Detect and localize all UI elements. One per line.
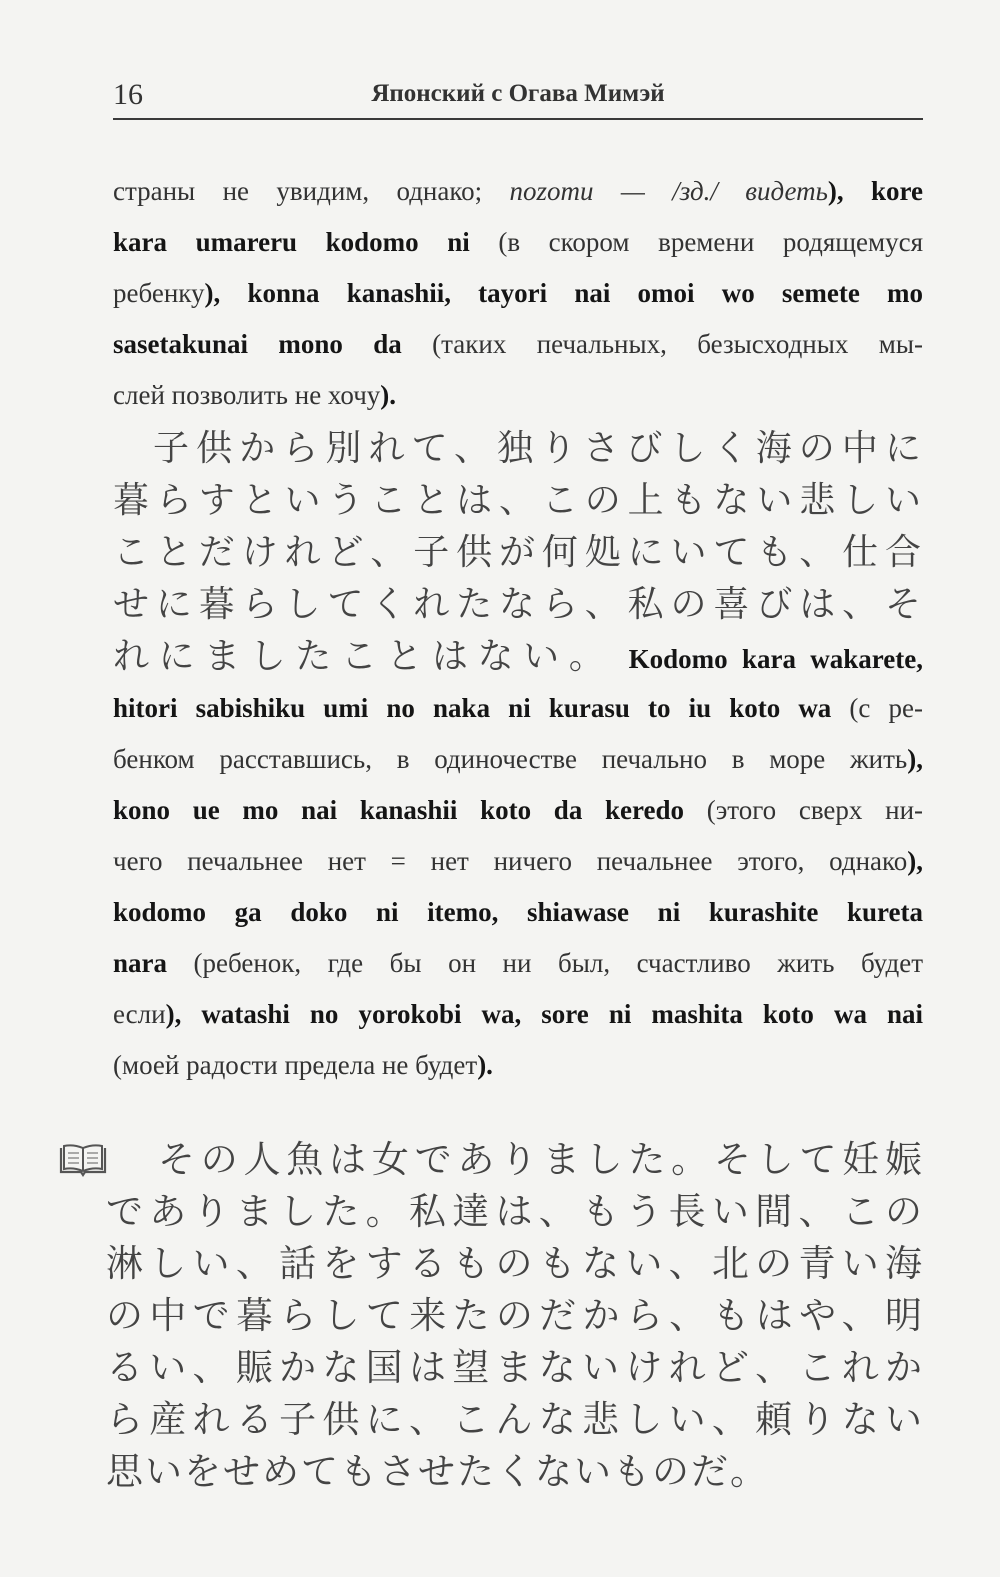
japanese-span: れにましたことはない。 xyxy=(113,636,615,677)
japanese-paragraph xyxy=(113,423,923,683)
japanese-excerpt xyxy=(58,1134,924,1498)
japanese-line: ことだけれど、子供が何処にいても、仕合 xyxy=(113,532,923,573)
bold-span: ), konna kanashii, tayori nai omoi wo semete mo xyxy=(204,278,923,308)
text-span: ребенку xyxy=(113,278,205,308)
excerpt-line: の中で暮らして来たのだから、もはや、明 xyxy=(106,1294,924,1337)
bold-span: kono ue mo nai kanashii koto da keredo xyxy=(113,795,685,825)
text-span: (ребенок, где бы он ни был, счастливо жить будет xyxy=(167,948,923,978)
japanese-line: 暮らすということは、この上もない悲しい xyxy=(113,480,923,521)
page-number: 16 xyxy=(113,78,143,111)
text-line xyxy=(113,734,923,785)
text-span: бенком расставшись, в одиночестве печально в море жить xyxy=(113,744,908,774)
bold-span: hitori sabishiku umi no naka ni kurasu to iu koto wa xyxy=(113,693,832,723)
text-line xyxy=(113,1040,923,1091)
japanese-line: せに暮らしてくれたなら、私の喜びは、そ xyxy=(113,584,923,625)
bold-span: ), watashi no yorokobi wa, sore ni mashita koto wa nai xyxy=(165,999,923,1029)
text-span: (этого сверх ни- xyxy=(684,795,924,825)
excerpt-line: 思いをせめてもさせたくないものだ。 xyxy=(106,1450,769,1493)
text-line xyxy=(113,370,923,421)
italic-word: nozomu xyxy=(509,176,594,206)
bold-span: kodomo ga doko ni itemo, shiawase ni kurashite kureta xyxy=(113,897,923,927)
text-span: (в скором времени родящемуся xyxy=(469,227,923,257)
text-line xyxy=(113,217,923,268)
bold-span: Kodomo kara wakarete, xyxy=(614,644,923,674)
bold-span: ). xyxy=(477,1050,493,1080)
text-span: чего печальнее нет = нет ничего печальнее этого, однако xyxy=(113,846,908,876)
text-line xyxy=(113,166,923,217)
bold-span: sasetakunai mono da xyxy=(113,329,402,359)
bold-span: ). xyxy=(380,380,397,410)
text-line xyxy=(113,989,923,1040)
text-line xyxy=(113,319,923,370)
mixed-line xyxy=(113,631,923,683)
italic-note: — /зд./ видеть xyxy=(593,176,828,206)
text-line xyxy=(113,938,923,989)
text-span: страны не увидим, однако; xyxy=(113,176,510,206)
page-header xyxy=(113,74,923,120)
text-span: (таких печальных, безысходных мы- xyxy=(401,329,923,359)
excerpt-line: その人魚は女でありました。そして妊娠 xyxy=(158,1138,924,1181)
text-span: (моей радости предела не будет xyxy=(113,1050,478,1080)
text-span: если xyxy=(113,999,166,1029)
text-line xyxy=(113,268,923,319)
bold-span: ), kore xyxy=(827,176,923,206)
bold-span: kara umareru kodomo ni xyxy=(113,227,470,257)
excerpt-line: ら産れる子供に、こんな悲しい、頼りない xyxy=(106,1398,924,1441)
japanese-line: 子供から別れて、独りさびしく海の中に xyxy=(153,428,923,469)
body-text xyxy=(113,166,923,1091)
text-line xyxy=(113,887,923,938)
text-span: (с ре- xyxy=(831,693,923,723)
text-span: слей позволить не хочу xyxy=(113,380,381,410)
running-head: Японский с Огава Мимэй xyxy=(371,80,665,107)
text-line xyxy=(113,836,923,887)
bold-span: nara xyxy=(113,948,167,978)
excerpt-line: るい、賑かな国は望まないけれど、これか xyxy=(106,1346,924,1389)
bold-span: ), xyxy=(907,744,923,774)
text-line xyxy=(113,683,923,734)
open-book-icon xyxy=(58,1142,108,1178)
excerpt-line: でありました。私達は、もう長い間、この xyxy=(106,1190,924,1233)
excerpt-line: 淋しい、話をするものもない、北の青い海 xyxy=(106,1242,924,1285)
text-line xyxy=(113,785,923,836)
bold-span: ), xyxy=(907,846,923,876)
